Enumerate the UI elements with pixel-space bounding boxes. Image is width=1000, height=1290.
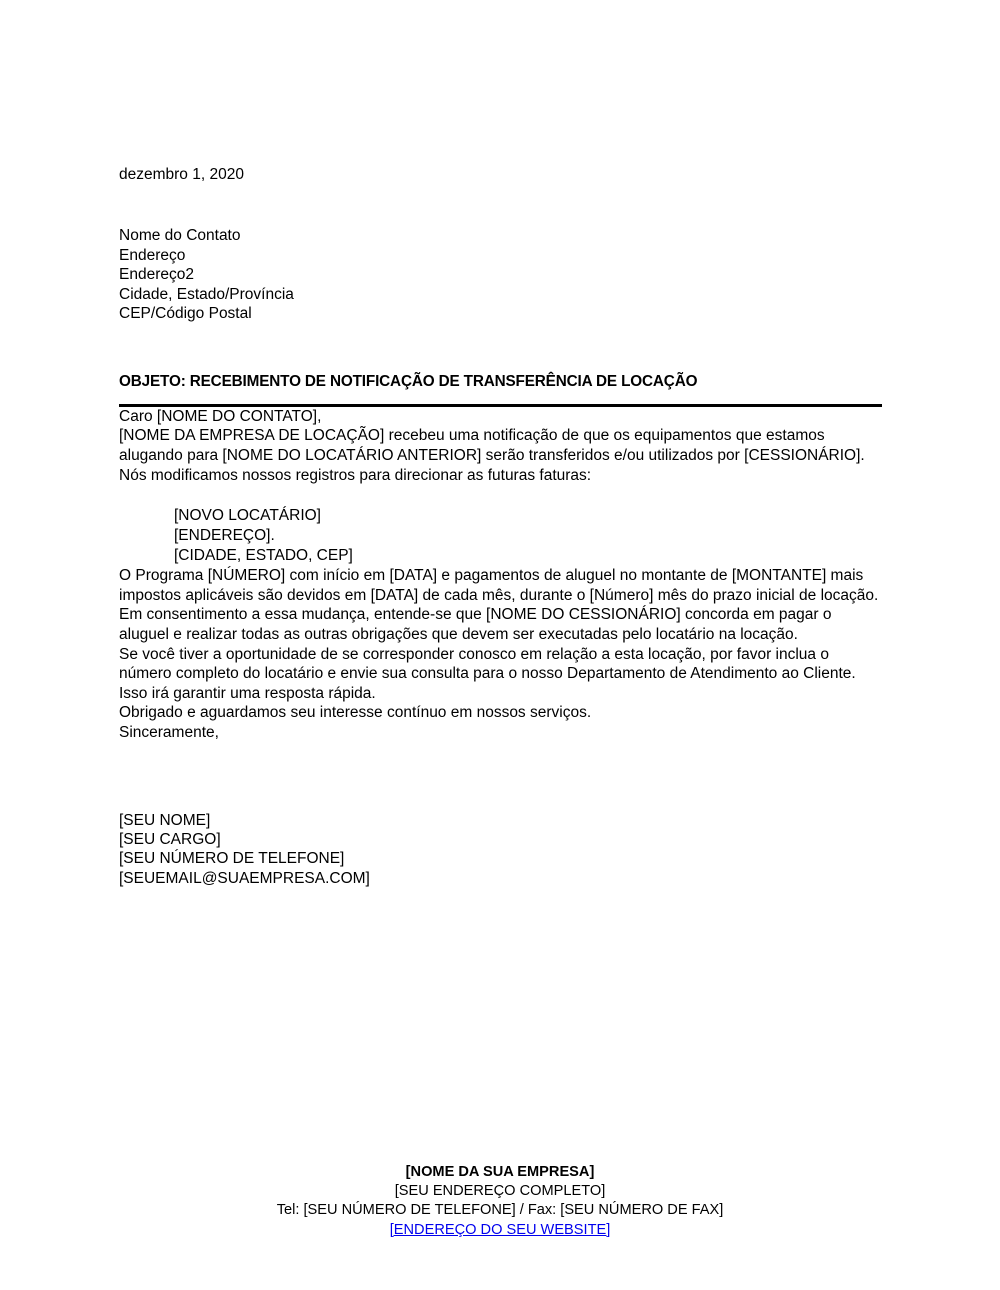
recipient-line: CEP/Código Postal xyxy=(119,305,252,323)
signature-line: [SEUEMAIL@SUAEMPRESA.COM] xyxy=(119,869,370,887)
new-lessee-line: [CIDADE, ESTADO, CEP] xyxy=(174,547,353,565)
recipient-line: Endereço xyxy=(119,246,186,264)
closing: Sinceramente, xyxy=(119,723,219,741)
paragraph-2: Nós modificamos nossos registros para direcionar as futuras faturas: xyxy=(119,466,592,484)
recipient-line: Nome do Contato xyxy=(119,227,241,245)
paragraph-5: Se você tiver a oportunidade de se corresponder conosco em relação a esta locação, por favor inclua o número completo do locatário e envie sua consulta para o nosso Departamento de Atendimento ao Cliente. Isso irá garantir uma resposta rápida. xyxy=(119,645,856,702)
recipient-line: Cidade, Estado/Província xyxy=(119,285,294,303)
subject-section xyxy=(119,372,882,406)
footer-address: [SEU ENDEREÇO COMPLETO] xyxy=(394,1183,606,1200)
paragraph-4: Em consentimento a essa mudança, entende-se que [NOME DO CESSIONÁRIO] concorda em pagar o aluguel e realizar todas as outras obrigações que devem ser executadas pelo locatário na locação. xyxy=(119,606,832,643)
signature-line: [SEU NÚMERO DE TELEFONE] xyxy=(119,850,345,868)
signature-line: [SEU NOME] xyxy=(119,811,211,829)
footer-company-name: [NOME DA SUA EMPRESA] xyxy=(405,1164,595,1180)
recipient-line: Endereço2 xyxy=(119,266,194,284)
new-lessee-line: [NOVO LOCATÁRIO] xyxy=(174,507,321,525)
recipient-address-block xyxy=(119,226,882,323)
salutation: Caro [NOME DO CONTATO], xyxy=(119,407,322,425)
letter-date: dezembro 1, 2020 xyxy=(119,166,244,183)
footer-phone-fax: Tel: [SEU NÚMERO DE TELEFONE] / Fax: [SEU NÚMERO DE FAX] xyxy=(276,1202,724,1219)
new-lessee-line: [ENDEREÇO]. xyxy=(174,527,275,545)
paragraph-6: Obrigado e aguardamos seu interesse contínuo em nossos serviços. xyxy=(119,704,592,722)
new-lessee-address-block xyxy=(174,506,882,566)
page-footer xyxy=(0,1163,1000,1240)
paragraph-3: O Programa [NÚMERO] com início em [DATA] e pagamentos de aluguel no montante de [MONTANTE] mais impostos aplicáveis são devidos em [DATA] de cada mês, durante o [Número] mês do prazo inicial de locação. xyxy=(119,567,879,604)
paragraph-1: [NOME DA EMPRESA DE LOCAÇÃO] recebeu uma notificação de que os equipamentos que estamos alugando para [NOME DO LOCATÁRIO ANTERIOR] serão transferidos e/ou utilizados por [CESSIONÁRIO]. xyxy=(119,427,865,465)
website-link[interactable]: [ENDEREÇO DO SEU WEBSITE] xyxy=(389,1221,611,1238)
signature-block xyxy=(119,811,882,889)
footer-website-line xyxy=(0,1221,1000,1240)
letter-body xyxy=(119,165,882,888)
signature-line: [SEU CARGO] xyxy=(119,830,221,848)
subject-line: OBJETO: RECEBIMENTO DE NOTIFICAÇÃO DE TRANSFERÊNCIA DE LOCAÇÃO xyxy=(119,373,698,391)
